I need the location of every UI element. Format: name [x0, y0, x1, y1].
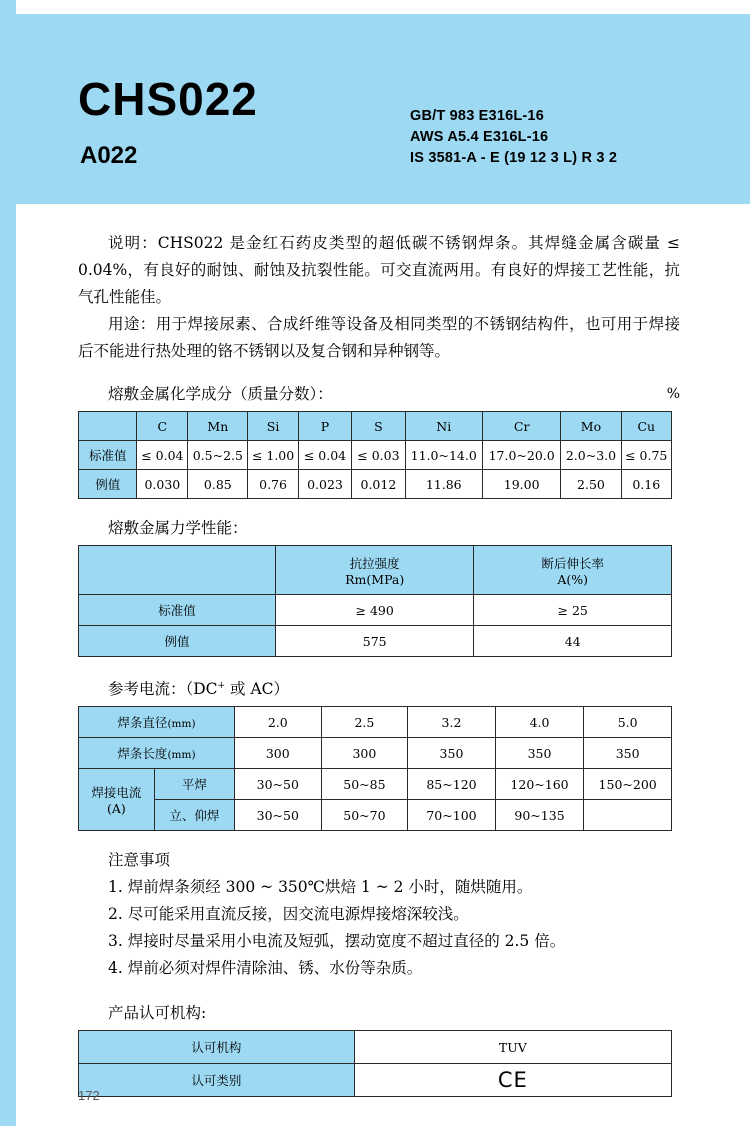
mech-col-0 — [79, 546, 276, 595]
chem-row1-val5: 11.86 — [405, 470, 482, 499]
mech-col2-line2: A(%) — [557, 571, 589, 587]
note-item-3: 4. 焊前必须对焊件清除油、锈、水份等杂质。 — [108, 959, 423, 978]
note-item-1: 2. 尽可能采用直流反接，因交流电源焊接熔深较浅。 — [108, 905, 469, 924]
chem-row0-val0: ≤ 0.04 — [137, 441, 188, 470]
table-header-row — [79, 546, 672, 595]
standard-item-1: AWS A5.4 E316L-16 — [410, 129, 549, 145]
mech-row0-val1: ≥ 25 — [474, 595, 672, 626]
flat-position-label: 平焊 — [154, 769, 234, 800]
vert-val-3: 90~135 — [495, 800, 584, 831]
flat-val-0: 30~50 — [234, 769, 321, 800]
chem-row0-val6: 17.0~20.0 — [482, 441, 561, 470]
vert-val-4 — [584, 800, 672, 831]
notes-title: 注意事项 — [108, 851, 171, 870]
length-label-unit: (mm) — [167, 749, 196, 762]
chem-row0-val1: 0.5~2.5 — [188, 441, 248, 470]
diameter-label-unit: (mm) — [167, 718, 196, 731]
mech-row1-val0: 575 — [275, 626, 473, 657]
chem-col-7: Cr — [482, 412, 561, 441]
table-row — [79, 1031, 672, 1064]
chem-row1-val1: 0.85 — [188, 470, 248, 499]
current-title-sup: + — [217, 681, 226, 691]
page-header — [0, 14, 750, 204]
diameter-label-text: 焊条直径 — [117, 715, 168, 731]
current-title-suffix: 或 AC） — [225, 680, 290, 699]
usage-paragraph — [78, 311, 680, 365]
chem-row0-val2: ≤ 1.00 — [248, 441, 298, 470]
reference-current-table — [78, 706, 672, 831]
vert-val-0: 30~50 — [234, 800, 321, 831]
flat-val-3: 120~160 — [495, 769, 584, 800]
standards-list — [410, 106, 617, 169]
cert-row1-label: 认可类别 — [79, 1064, 355, 1097]
cert-row0-label: 认可机构 — [79, 1031, 355, 1064]
description-label: 说明： — [108, 234, 158, 252]
flat-val-1: 50~85 — [321, 769, 408, 800]
certification-table — [78, 1030, 672, 1097]
length-val-1: 300 — [321, 738, 408, 769]
chem-row0-val5: 11.0~14.0 — [405, 441, 482, 470]
mech-col1-line1: 抗拉强度 — [349, 555, 400, 571]
diameter-val-4: 5.0 — [584, 707, 672, 738]
page-content — [0, 204, 750, 1097]
chem-row0-val7: 2.0~3.0 — [561, 441, 621, 470]
current-section-title — [108, 675, 750, 700]
table-row — [79, 595, 672, 626]
flat-val-2: 85~120 — [408, 769, 496, 800]
table-row — [79, 769, 672, 800]
vertical-position-label: 立、仰焊 — [154, 800, 234, 831]
length-val-0: 300 — [234, 738, 321, 769]
chem-col-4: P — [298, 412, 351, 441]
table-row — [79, 738, 672, 769]
mech-col2-line1: 断后伸长率 — [541, 555, 604, 571]
chem-title-text: 熔敷金属化学成分（质量分数）： — [108, 385, 333, 403]
table-row — [79, 441, 672, 470]
chem-row0-val4: ≤ 0.03 — [352, 441, 405, 470]
diameter-val-2: 3.2 — [408, 707, 496, 738]
chem-row1-val6: 19.00 — [482, 470, 561, 499]
length-label — [79, 738, 235, 769]
mech-col-1 — [275, 546, 473, 595]
length-label-text: 焊条长度 — [117, 746, 168, 762]
welding-current-label-line1: 焊接电流 — [91, 785, 142, 801]
mech-row1-label: 例值 — [79, 626, 276, 657]
mechanical-properties-table — [78, 545, 672, 657]
mech-row0-val0: ≥ 490 — [275, 595, 473, 626]
chem-row0-val3: ≤ 0.04 — [298, 441, 351, 470]
chem-col-6: Ni — [405, 412, 482, 441]
standard-item-2: IS 3581-A - E (19 12 3 L) R 3 2 — [410, 150, 618, 166]
mech-col1-line2: Rm(MPa) — [345, 571, 405, 587]
chem-unit: % — [666, 386, 680, 402]
table-row — [79, 626, 672, 657]
product-title: CHS022 — [78, 73, 258, 125]
chem-col-2: Mn — [188, 412, 248, 441]
chem-col-3: Si — [248, 412, 298, 441]
table-header-row — [79, 412, 672, 441]
chem-col-1: C — [137, 412, 188, 441]
length-val-4: 350 — [584, 738, 672, 769]
welding-current-label — [79, 769, 155, 831]
chem-row1-val4: 0.012 — [352, 470, 405, 499]
chem-row0-label: 标准值 — [79, 441, 137, 470]
mech-row1-val1: 44 — [474, 626, 672, 657]
notes-block — [108, 847, 680, 982]
description-paragraph — [78, 230, 680, 311]
chem-col-5: S — [352, 412, 405, 441]
usage-text: 用于焊接尿素、合成纤维等设备及相同类型的不锈钢结构件，也可用于焊接后不能进行热处理的铬不锈钢以及复合钢和异种钢等。 — [78, 315, 680, 360]
chem-row1-val2: 0.76 — [248, 470, 298, 499]
cert-section-title: 产品认可机构: — [108, 1004, 207, 1023]
length-val-3: 350 — [495, 738, 584, 769]
chem-row1-val8: 0.16 — [621, 470, 672, 499]
chem-row0-val8: ≤ 0.75 — [621, 441, 672, 470]
welding-current-label-line2: (A) — [107, 801, 126, 817]
product-code: A022 — [80, 142, 138, 169]
mech-row0-label: 标准值 — [79, 595, 276, 626]
chem-col-0 — [79, 412, 137, 441]
chemical-composition-table — [78, 411, 672, 499]
chem-section-title — [108, 383, 680, 405]
chem-row1-val0: 0.030 — [137, 470, 188, 499]
chem-row1-label: 例值 — [79, 470, 137, 499]
note-item-2: 3. 焊接时尽量采用小电流及短弧，摆动宽度不超过直径的 2.5 倍。 — [108, 932, 566, 951]
table-row — [79, 1064, 672, 1097]
chem-row1-val7: 2.50 — [561, 470, 621, 499]
diameter-val-1: 2.5 — [321, 707, 408, 738]
mech-col-2 — [474, 546, 672, 595]
length-val-2: 350 — [408, 738, 496, 769]
page-number: 172 — [78, 1088, 100, 1103]
diameter-val-0: 2.0 — [234, 707, 321, 738]
chem-col-8: Mo — [561, 412, 621, 441]
chem-col-9: Cu — [621, 412, 672, 441]
note-item-0: 1. 焊前焊条须经 300 ~ 350℃烘焙 1 ~ 2 小时，随烘随用。 — [108, 878, 533, 897]
ce-mark: CE — [354, 1064, 671, 1097]
diameter-val-3: 4.0 — [495, 707, 584, 738]
mech-section-title: 熔敷金属力学性能： — [108, 519, 248, 537]
diameter-label — [79, 707, 235, 738]
table-row — [79, 707, 672, 738]
vert-val-2: 70~100 — [408, 800, 496, 831]
flat-val-4: 150~200 — [584, 769, 672, 800]
table-row — [79, 470, 672, 499]
table-row — [79, 800, 672, 831]
standard-item-0: GB/T 983 E316L-16 — [410, 108, 544, 124]
cert-row0-value: TUV — [354, 1031, 671, 1064]
vert-val-1: 50~70 — [321, 800, 408, 831]
usage-label: 用途： — [108, 315, 156, 333]
chem-row1-val3: 0.023 — [298, 470, 351, 499]
current-title-prefix: 参考电流：（DC — [108, 680, 218, 699]
description-text: CHS022 是金红石药皮类型的超低碳不锈钢焊条。其焊缝金属含碳量 ≤ 0.04%，有良好的耐蚀、耐蚀及抗裂性能。可交直流两用。有良好的焊接工艺性能，抗气孔性能佳。 — [78, 234, 680, 306]
